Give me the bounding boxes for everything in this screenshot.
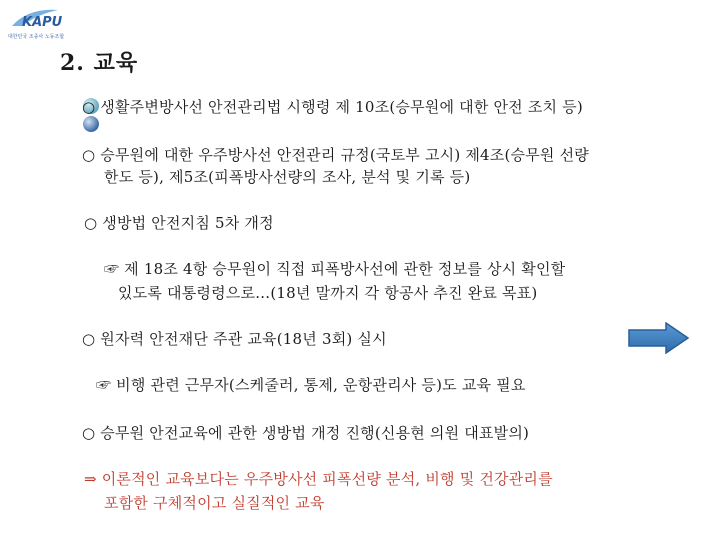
item-2-line-1: ○ 승무원에 대한 우주방사선 안전관리 규정(국토부 고시) 제4조(승무원 선량 bbox=[82, 146, 589, 164]
page-title: 2. 교육 bbox=[60, 50, 139, 76]
item-3-note-line-1: ☞ 제 18조 4항 승무원이 직접 피폭방사선에 관한 정보를 상시 확인할 bbox=[104, 260, 566, 278]
conclusion-line-1: ⇒ 이론적인 교육보다는 우주방사선 피폭선량 분석, 비행 및 건강관리를 bbox=[84, 470, 553, 488]
kapu-logo bbox=[6, 6, 66, 44]
kapu-logo-mark bbox=[8, 6, 64, 32]
item-3-note-line-2: 있도록 대통령령으로…(18년 말까지 각 항공사 추진 완료 목표) bbox=[118, 284, 538, 302]
item-4-note: ☞ 비행 관련 근무자(스케줄러, 통제, 운항관리사 등)도 교육 필요 bbox=[96, 376, 526, 394]
right-arrow-icon bbox=[628, 322, 690, 354]
logo-subtitle: 대한민국 조종사 노동조합 bbox=[7, 34, 65, 40]
item-5: ○ 승무원 안전교육에 관한 생방법 개정 진행(신용현 의원 대표발의) bbox=[82, 424, 530, 442]
conclusion-line-2: 포함한 구체적이고 실질적인 교육 bbox=[104, 494, 325, 512]
item-3: ○ 생방법 안전지침 5차 개정 bbox=[84, 214, 274, 232]
item-1: ○ 생활주변방사선 안전관리법 시행령 제 10조(승무원에 대한 안전 조치 등) bbox=[82, 98, 583, 116]
svg-text:KAPU: KAPU bbox=[22, 15, 63, 30]
item-4: ○ 원자력 안전재단 주관 교육(18년 3회) 실시 bbox=[82, 330, 387, 348]
item-2-line-2: 한도 등), 제5조(피폭방사선량의 조사, 분석 및 기록 등) bbox=[104, 168, 471, 186]
